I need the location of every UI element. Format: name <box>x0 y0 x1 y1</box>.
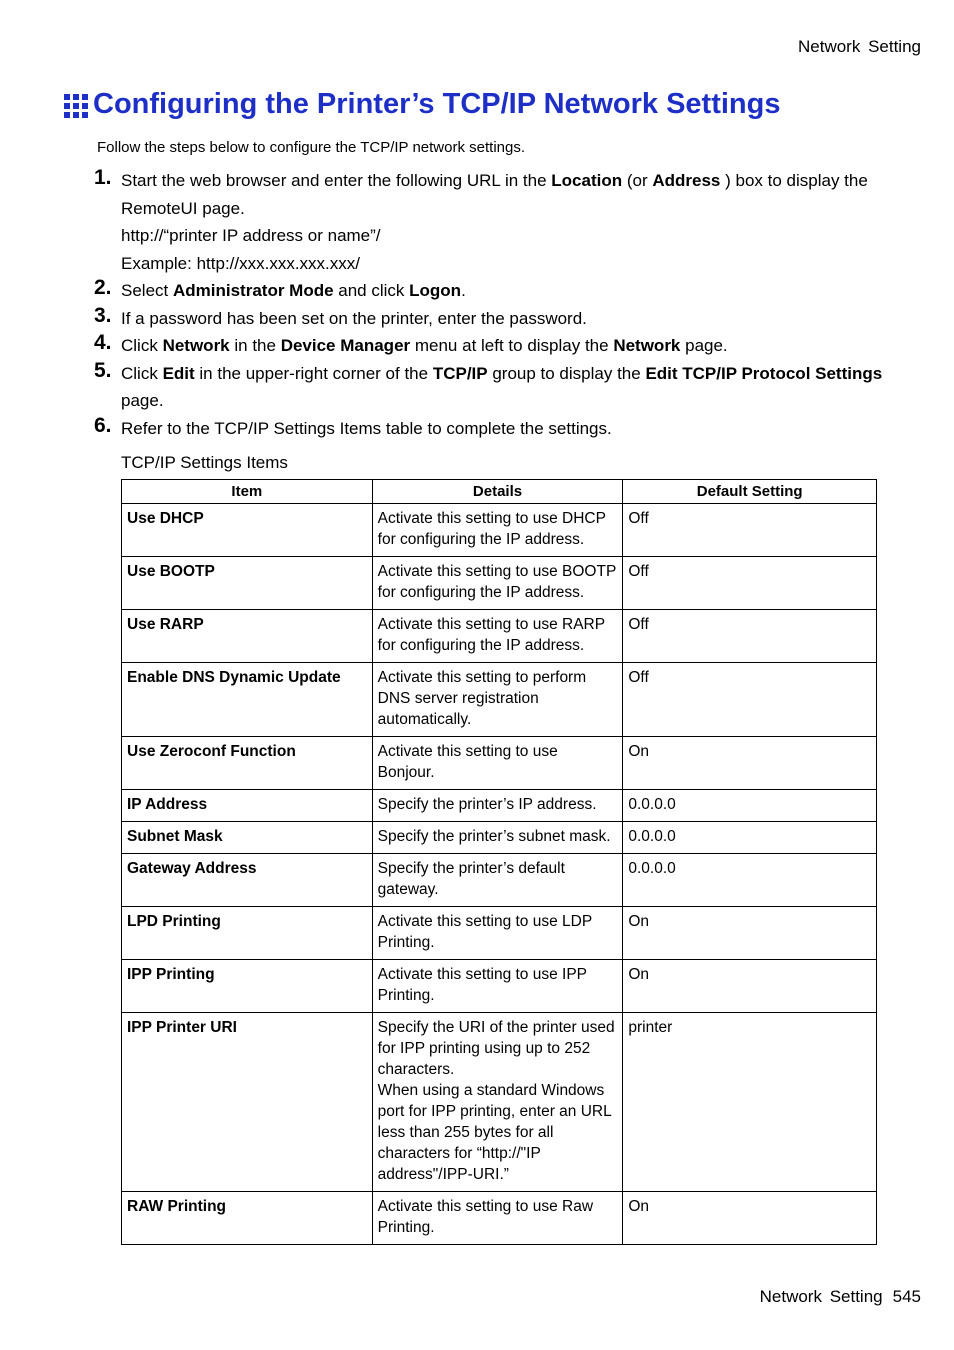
step-bold-text: Edit <box>162 363 195 383</box>
step-number: 4. <box>94 331 112 354</box>
table-row <box>122 663 877 737</box>
table-row <box>122 557 877 610</box>
cell-default: On <box>623 907 877 960</box>
cell-details: Specify the printer’s IP address. <box>372 790 623 822</box>
step-bold-text: TCP/IP <box>432 363 488 383</box>
step-number: 5. <box>94 358 112 382</box>
table-body <box>122 504 877 1245</box>
step-6 <box>94 415 884 443</box>
cell-default: Off <box>623 610 877 663</box>
cell-details: Specify the printer’s subnet mask. <box>372 822 623 854</box>
step-1 <box>94 167 884 277</box>
table-row <box>122 907 877 960</box>
cell-item: IP Address <box>122 790 373 822</box>
step-text: ) box to display the RemoteUI page. <box>121 171 868 218</box>
cell-details: Activate this setting to use Raw Printing. <box>372 1192 623 1245</box>
cell-item: Use Zeroconf Function <box>122 737 373 790</box>
grid-icon <box>64 94 88 118</box>
page-footer <box>760 1287 921 1307</box>
cell-item: RAW Printing <box>122 1192 373 1245</box>
step-number: 1. <box>94 166 112 189</box>
table-row <box>122 737 877 790</box>
step-bold-text: Network <box>613 336 681 355</box>
step-text: menu at left to display the <box>410 336 614 355</box>
cell-details: Activate this setting to use DHCP for configuring the IP address. <box>372 504 623 557</box>
cell-item: IPP Printer URI <box>122 1013 373 1192</box>
step-bold-text: Edit TCP/IP Protocol Settings <box>645 363 883 383</box>
cell-default: On <box>623 1192 877 1245</box>
step-text: page. <box>121 391 164 410</box>
step-bold-text: Location <box>551 171 623 190</box>
step-bold-text: Logon <box>409 281 462 300</box>
step-text: and click <box>333 281 410 300</box>
cell-item: Enable DNS Dynamic Update <box>122 663 373 737</box>
intro-text: Follow the steps below to configure the TCP/IP network settings. <box>97 139 525 156</box>
cell-item: Gateway Address <box>122 854 373 907</box>
step-text: Click <box>121 363 163 383</box>
table-row <box>122 960 877 1013</box>
column-header: Item <box>122 480 373 504</box>
cell-default: 0.0.0.0 <box>623 854 877 907</box>
step-text: If a password has been set on the printer, enter the password. <box>121 308 587 328</box>
cell-details: Activate this setting to use LDP Printing. <box>372 907 623 960</box>
cell-default: 0.0.0.0 <box>623 822 877 854</box>
step-text: Select <box>121 281 173 300</box>
cell-item: IPP Printing <box>122 960 373 1013</box>
cell-default: On <box>623 737 877 790</box>
table-row <box>122 854 877 907</box>
table-caption: TCP/IP Settings Items <box>121 453 288 472</box>
footer-section: Network Setting <box>759 1287 883 1306</box>
step-5 <box>94 360 884 415</box>
steps-list <box>94 167 884 442</box>
cell-details: Activate this setting to use BOOTP for configuring the IP address. <box>372 557 623 610</box>
step-text: Click <box>121 336 163 355</box>
cell-default: On <box>623 960 877 1013</box>
step-bold-text: Network <box>162 336 230 355</box>
cell-item: LPD Printing <box>122 907 373 960</box>
step-text: Start the web browser and enter the following URL in the <box>121 171 552 190</box>
page-title: Configuring the Printer’s TCP/IP Network Settings <box>93 88 781 120</box>
cell-details: Activate this setting to use IPP Printing. <box>372 960 623 1013</box>
url-example: Example: http://xxx.xxx.xxx.xxx/ <box>121 253 361 273</box>
cell-default: Off <box>623 504 877 557</box>
step-number: 2. <box>94 276 112 299</box>
cell-details: Specify the printer’s default gateway. <box>372 854 623 907</box>
step-bold-text: Device Manager <box>280 336 411 355</box>
table-row <box>122 790 877 822</box>
step-bold-text: Administrator Mode <box>172 281 334 300</box>
cell-item: Use DHCP <box>122 504 373 557</box>
column-header: Default Setting <box>623 480 877 504</box>
step-text: group to display the <box>487 363 646 383</box>
cell-details: Activate this setting to use RARP for configuring the IP address. <box>372 610 623 663</box>
running-header: Network Setting <box>798 37 921 56</box>
page-number: 545 <box>892 1287 921 1306</box>
cell-details: Activate this setting to perform DNS server registration automatically. <box>372 663 623 737</box>
step-text: page. <box>680 336 728 355</box>
table-row <box>122 610 877 663</box>
step-text: in the <box>229 336 281 355</box>
step-number: 3. <box>94 303 112 327</box>
step-text: . <box>461 281 466 300</box>
table-row <box>122 1192 877 1245</box>
table-row <box>122 1013 877 1192</box>
cell-item: Use RARP <box>122 610 373 663</box>
cell-item: Subnet Mask <box>122 822 373 854</box>
step-text: Refer to the TCP/IP Settings Items table to complete the settings. <box>121 418 612 438</box>
cell-item: Use BOOTP <box>122 557 373 610</box>
step-bold-text: Address <box>652 171 721 190</box>
step-2 <box>94 277 884 305</box>
settings-table <box>121 479 877 1245</box>
cell-details: Specify the URI of the printer used for IPP printing using up to 252 characters. When using a standard Windows port for IPP printing, enter an URL less than 255 bytes for all characters for “http://"IP address"/IPP-URI.” <box>372 1013 623 1192</box>
table-row <box>122 822 877 854</box>
url-format: http://“printer IP address or name”/ <box>121 226 381 245</box>
table-header-row <box>122 480 877 504</box>
step-text: (or <box>622 171 653 190</box>
title-row <box>64 88 780 121</box>
step-text: in the upper-right corner of the <box>194 363 433 383</box>
cell-default: printer <box>623 1013 877 1192</box>
cell-details: Activate this setting to use Bonjour. <box>372 737 623 790</box>
cell-default: 0.0.0.0 <box>623 790 877 822</box>
table-row <box>122 504 877 557</box>
step-4 <box>94 332 884 360</box>
cell-default: Off <box>623 663 877 737</box>
step-3 <box>94 305 884 333</box>
cell-default: Off <box>623 557 877 610</box>
step-number: 6. <box>94 413 112 437</box>
column-header: Details <box>372 480 623 504</box>
